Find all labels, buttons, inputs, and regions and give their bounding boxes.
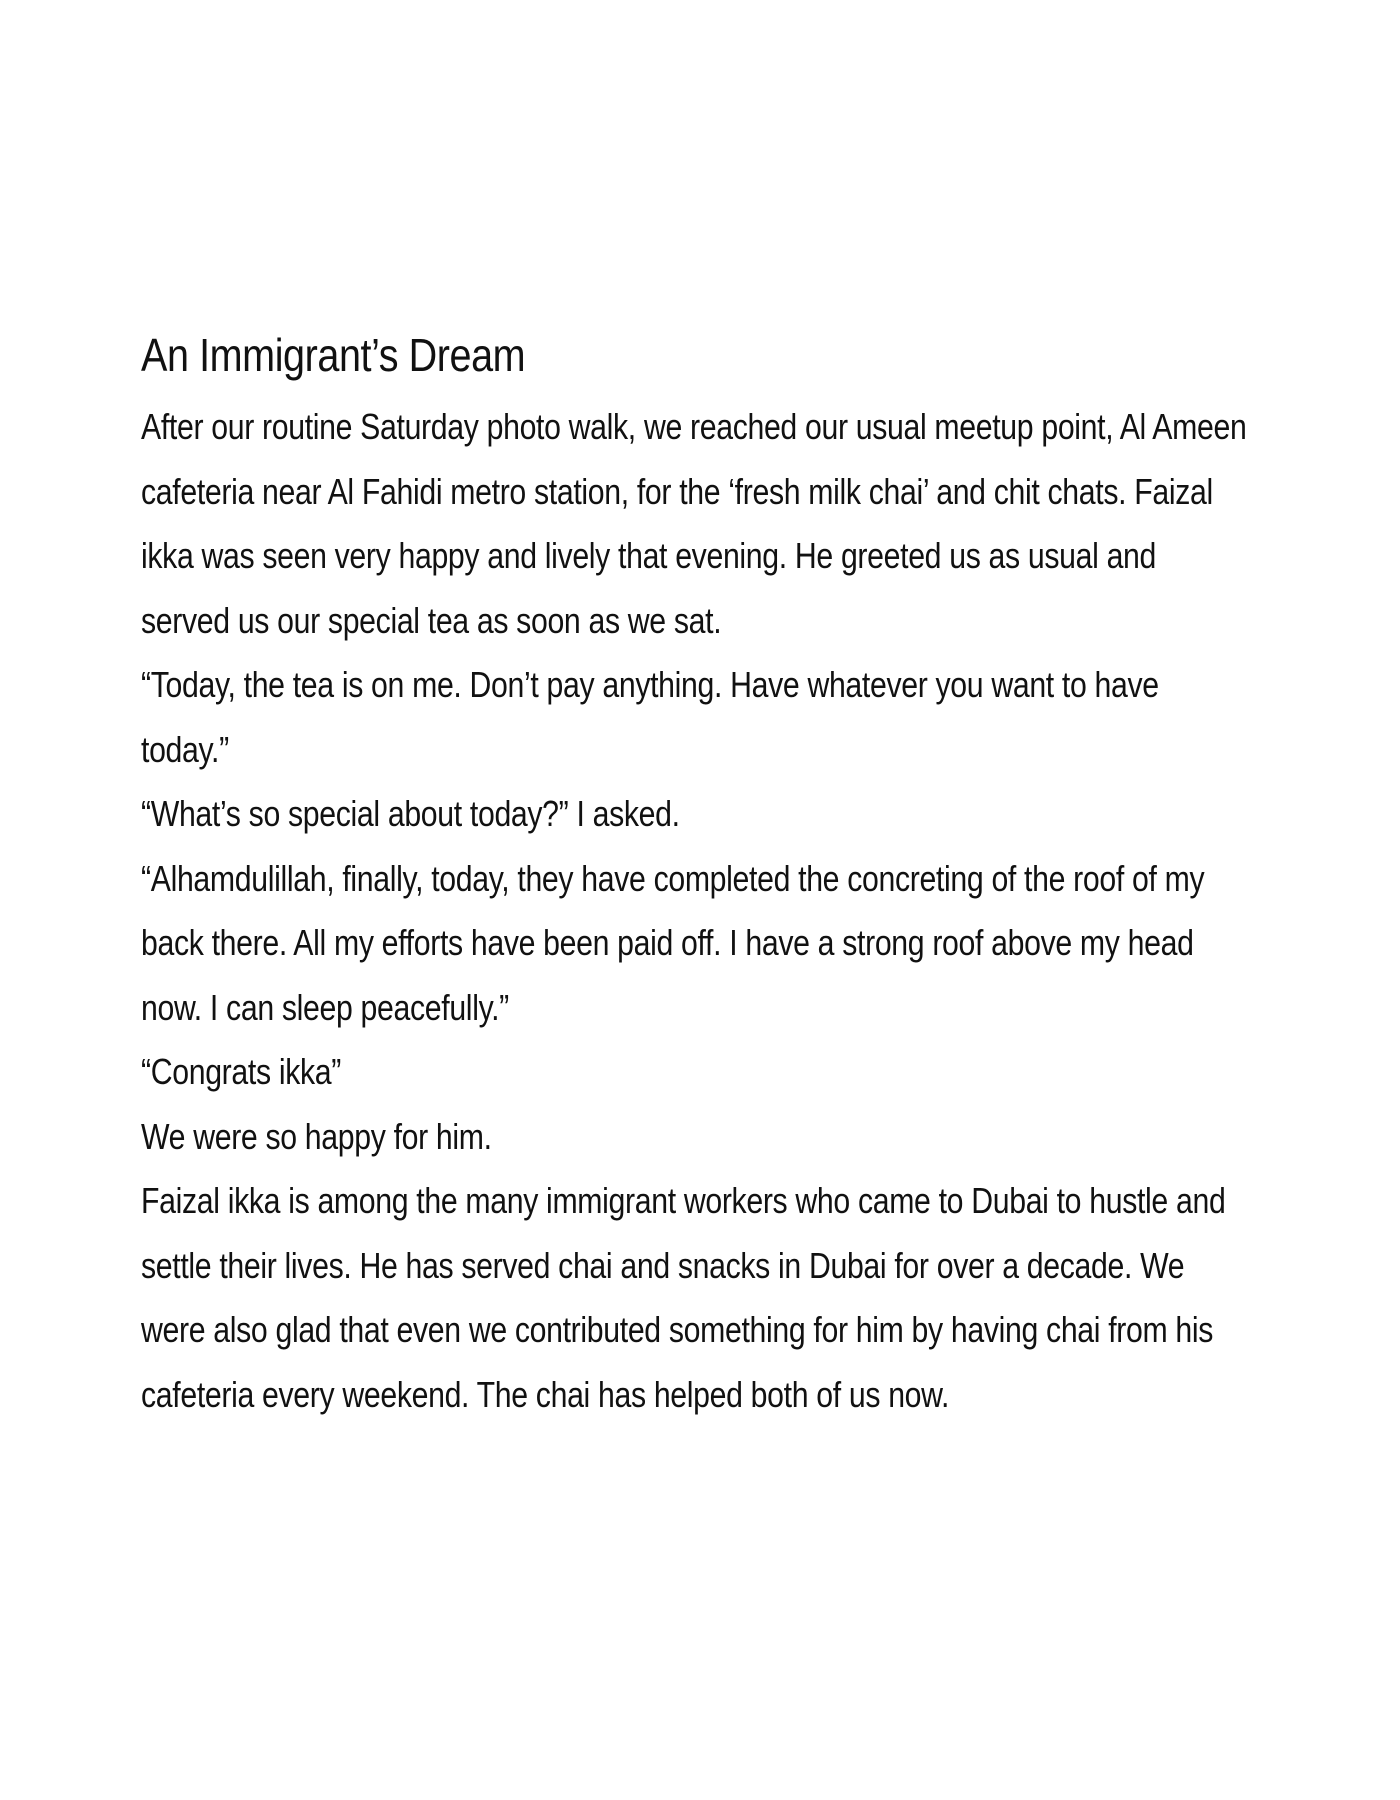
paragraph-4: “Alhamdulillah, finally, today, they have completed the concreting of the roof of my back there. All my efforts have been paid off. I have a strong roof above my head now. I can sleep peacefully.” — [141, 857, 1205, 1028]
paragraph-1: After our routine Saturday photo walk, we reached our usual meetup point, Al Ameen cafeteria near Al Fahidi metro station, for the ‘fresh milk chai’ and chit chats. Faizal ikka was seen very happy and lively that evening. He greeted us as usual and served us our special tea as soon as we sat. — [141, 406, 1247, 641]
document-title: An Immigrant’s Dream — [141, 329, 526, 381]
paragraph-7: Faizal ikka is among the many immigrant workers who came to Dubai to hustle and settle their lives. He has served chai and snacks in Dubai for over a decade. We were also glad that even we contributed something for him by having chai from his cafeteria every weekend. The chai has helped both of us now. — [141, 1180, 1226, 1415]
paragraph-3: “What’s so special about today?” I asked. — [141, 793, 680, 834]
paragraph-5: “Congrats ikka” — [141, 1051, 341, 1092]
paragraph-2: “Today, the tea is on me. Don’t pay anything. Have whatever you want to have today.” — [141, 664, 1159, 770]
document-page — [141, 325, 1281, 1427]
paragraph-6: We were so happy for him. — [141, 1115, 492, 1157]
document-body — [141, 395, 1281, 1427]
